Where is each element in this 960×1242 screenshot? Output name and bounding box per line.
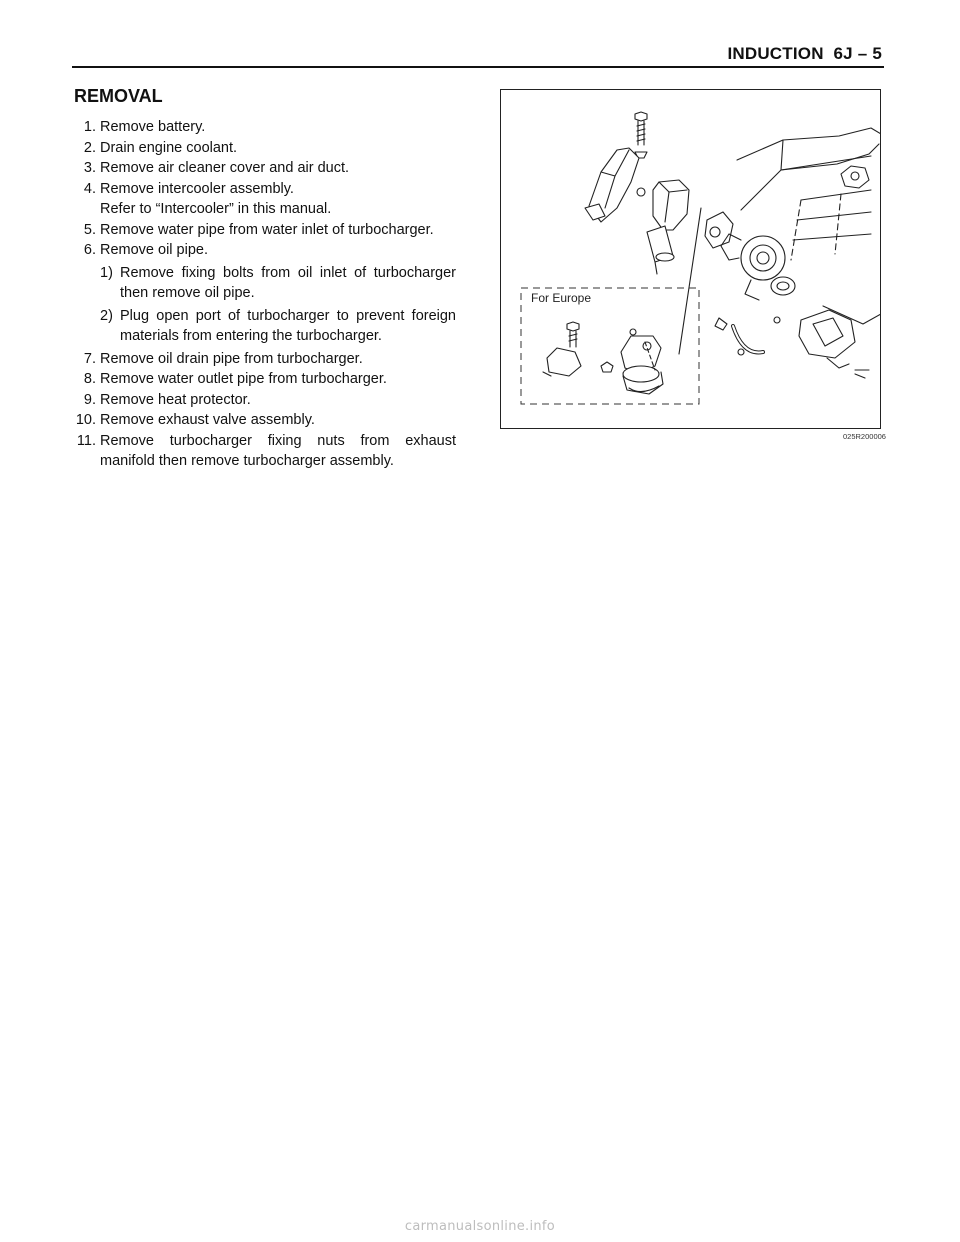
step-number: 1. [83,119,96,135]
step-text: Remove exhaust valve assembly. [100,412,315,428]
step-text: Remove water pipe from water inlet of turbocharger. [100,221,434,238]
step-number: 10. [75,412,96,428]
step-3 [74,158,456,179]
substep-6-1 [74,263,456,304]
step-text: Remove oil pipe. [100,242,208,258]
step-number: 4. [83,180,96,197]
step-number: 3. [83,160,96,176]
step-number: 11. [76,432,96,449]
step-5 [74,220,456,241]
step-number: 5. [83,221,96,238]
step-6 [74,240,456,261]
page-header-title: INDUCTION 6J – 5 [727,44,882,63]
step-number: 8. [83,371,96,387]
step-number: 6. [83,242,96,258]
step-4-note: Refer to “Intercooler” in this manual. [100,201,332,217]
inset-label: For Europe [531,291,592,305]
step-number: 2. [83,139,96,156]
step-text: Drain engine coolant. [100,139,238,156]
step-text: Remove air cleaner cover and air duct. [100,160,350,176]
step-7 [74,349,456,370]
substep-6-2 [74,306,456,347]
turbocharger-removal-figure [500,89,881,429]
step-text: Remove oil drain pipe from turbocharger. [100,350,363,367]
step-text: Remove heat protector. [100,391,251,408]
substep-text: Remove fixing bolts from oil inlet of turbocharger then remove oil pipe. [120,264,456,301]
step-text: Remove turbocharger fixing nuts from exhaust manifold then remove turbocharger assembly. [100,432,456,469]
step-1 [74,117,456,138]
substep-text: Plug open port of turbocharger to prevent foreign materials from entering the turbocharger. [120,307,456,344]
substep-number: 1) [100,264,113,281]
step-9 [74,390,456,411]
step-number: 9. [83,391,96,408]
step-8 [74,369,456,390]
step-11 [74,431,456,472]
figure-code: 025R200006 [843,432,886,441]
substep-number: 2) [100,307,113,324]
step-text: Remove battery. [100,119,206,135]
section-title: REMOVAL [74,86,163,106]
engine-illustration [501,90,881,429]
removal-steps [74,117,456,472]
step-number: 7. [83,350,96,367]
watermark: carmanualsonline.info [404,1219,556,1234]
page-header [72,44,884,68]
step-4 [74,179,456,200]
step-text: Remove intercooler assembly. [100,180,294,197]
step-2 [74,138,456,159]
step-10 [74,410,456,431]
step-text: Remove water outlet pipe from turbocharger. [100,371,387,387]
